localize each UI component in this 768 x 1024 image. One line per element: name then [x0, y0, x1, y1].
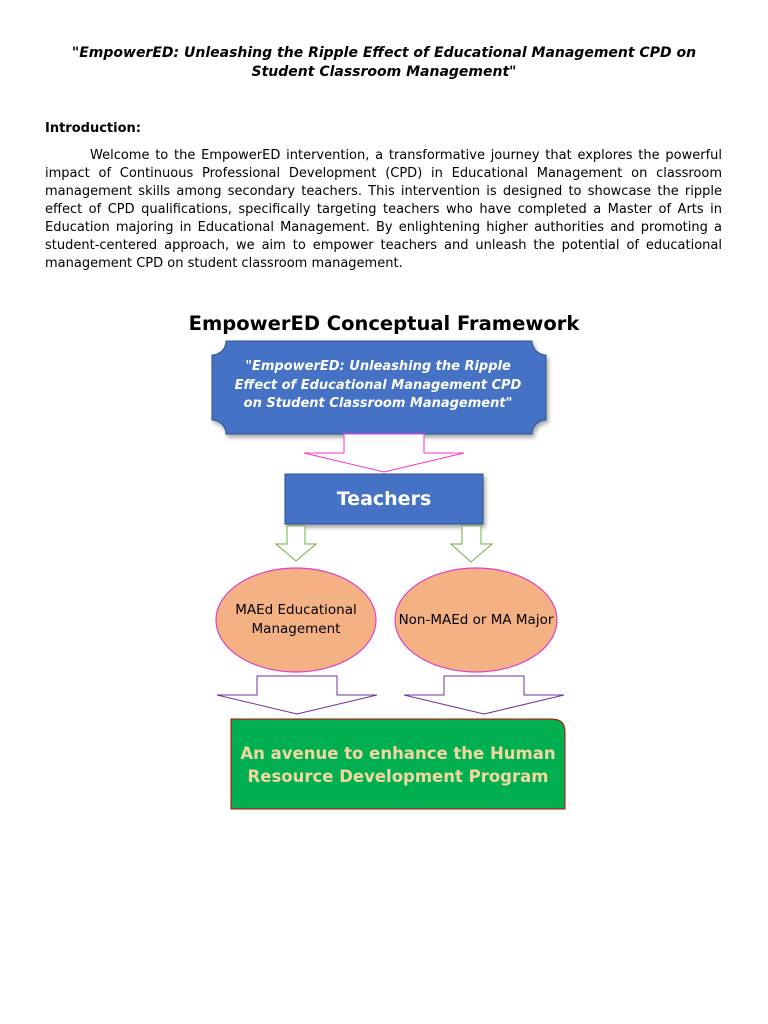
introduction-heading: Introduction: [45, 121, 141, 136]
introduction-paragraph: Welcome to the EmpowerED intervention, a transformative journey that explores the powerful impact of Continuous Professional Development (CPD) in Educational Management on classroom management skills among secondary teachers. This intervention is designed to showcase the ripple effect of CPD qualifications, specifically targeting teachers who have completed a Master of Arts in Education majoring in Educational Management. By enlightening higher authorities and promoting a student-centered approach, we aim to empower teachers and unleash the potential of educational management CPD on student classroom management. [45, 148, 722, 271]
non-maed-branch-label: Non-MAEd or MA Major [398, 611, 554, 628]
arrow-down-icon [217, 676, 377, 714]
arrow-down-icon [304, 434, 464, 472]
result-label: An avenue to enhance the Human Resource Development Program [240, 744, 556, 786]
maed-branch-label: MAEd Educational Management [235, 602, 357, 637]
arrow-down-icon [451, 526, 492, 562]
arrow-down-icon [276, 526, 316, 561]
teachers-label: Teachers [336, 488, 432, 510]
framework-banner-text: "EmpowerED: Unleashing the Ripple Effect of Educational Management CPD on Student Classroom Management" [234, 359, 522, 412]
framework-title: EmpowerED Conceptual Framework [188, 312, 580, 335]
document-title: "EmpowerED: Unleashing the Ripple Effect of Educational Management CPD on Student Classroom Management" [71, 45, 697, 80]
arrow-down-icon [404, 676, 564, 714]
